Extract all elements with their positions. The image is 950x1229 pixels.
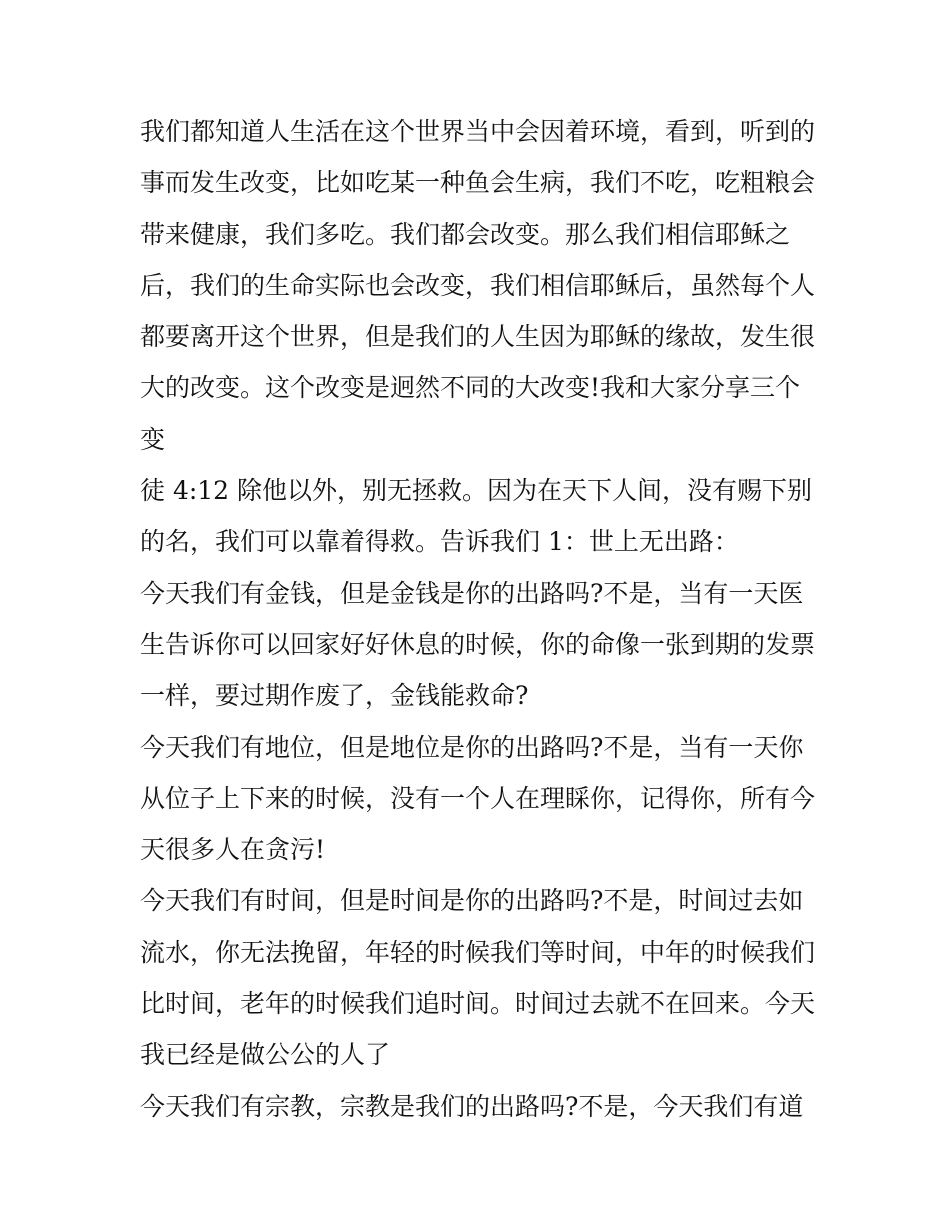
text-line: 比时间，老年的时候我们追时间。时间过去就不在回来。今天 (140, 989, 816, 1019)
text-line: 今天我们有时间，但是时间是你的出路吗?不是，时间过去如 (140, 886, 804, 916)
text-line: 生告诉你可以回家好好休息的时候，你的命像一张到期的发票 (140, 629, 816, 659)
text-line: 事而发生改变，比如吃某一种鱼会生病，我们不吃，吃粗粮会 (140, 168, 816, 198)
text-line: 天很多人在贪污! (140, 835, 326, 865)
text-line: 我们都知道人生活在这个世界当中会因着环境，看到，听到的 (140, 117, 816, 146)
text-line: 流水，你无法挽留，年轻的时候我们等时间，中年的时候我们 (140, 937, 816, 967)
text-line: 的名，我们可以靠着得救。告诉我们 1：世上无出路： (140, 527, 739, 557)
text-line: 今天我们有地位，但是地位是你的出路吗?不是，当有一天你 (140, 732, 804, 762)
text-line: 今天我们有金钱，但是金钱是你的出路吗?不是，当有一天医 (140, 578, 804, 608)
text-line: 徒 4:12 除他以外，别无拯救。因为在天下人间，没有赐下别 (140, 476, 813, 506)
text-line: 变 (140, 424, 166, 454)
text-line: 一样，要过期作废了，金钱能救命? (140, 681, 529, 711)
text-line: 从位子上下来的时候，没有一个人在理睬你，记得你，所有今 (140, 783, 816, 813)
text-line: 带来健康，我们多吃。我们都会改变。那么我们相信耶稣之 (140, 219, 791, 249)
body-text (140, 106, 820, 1132)
text-line: 都要离开这个世界，但是我们的人生因为耶稣的缘故，发生很 (140, 322, 816, 352)
text-line: 我已经是做公公的人了 (140, 1040, 391, 1070)
text-line: 大的改变。这个改变是迥然不同的大改变!我和大家分享三个 (140, 373, 801, 403)
text-line: 后，我们的生命实际也会改变，我们相信耶稣后，虽然每个人 (140, 270, 816, 300)
text-line: 今天我们有宗教，宗教是我们的出路吗?不是，今天我们有道 (140, 1091, 804, 1121)
